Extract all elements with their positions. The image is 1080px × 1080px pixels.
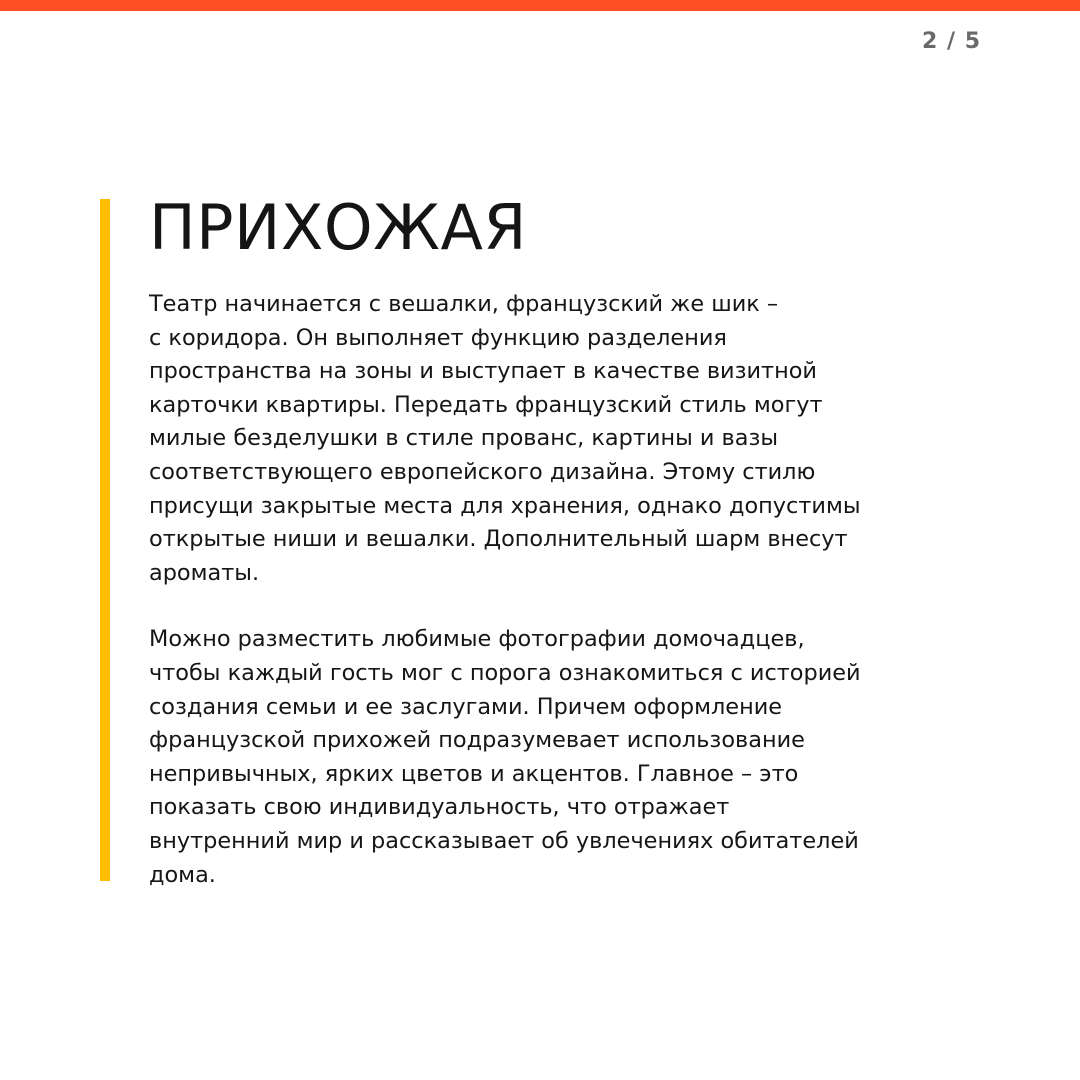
paragraph-line: внутренний мир и рассказывает об увлечениях обитателей [149,827,859,854]
paragraph-1 [149,288,1029,590]
top-accent-bar [0,0,1080,11]
paragraph-line: чтобы каждый гость мог с порога ознакомиться с историей [149,659,861,686]
paragraph-line: дома. [149,861,216,888]
paragraph-line: непривычных, ярких цветов и акцентов. Главное – это [149,760,799,787]
paragraph-line: французской прихожей подразумевает использование [149,727,805,754]
vertical-accent-bar [100,199,110,881]
paragraph-line: присущи закрытые места для хранения, однако допустимы [149,492,861,519]
paragraph-line: Театр начинается с вешалки, французский же шик – [149,291,779,317]
paragraph-line: пространства на зоны и выступает в качестве визитной [149,358,817,385]
paragraph-2 [149,623,1029,892]
paragraph-line: с коридора. Он выполняет функцию разделения [149,324,727,351]
page-counter: 2 / 5 [922,29,981,54]
paragraph-line: открытые ниши и вешалки. Дополнительный шарм внесут [149,526,848,553]
page-title: ПРИХОЖАЯ [149,191,527,264]
paragraph-line: создания семьи и ее заслугами. Причем оформление [149,693,783,720]
paragraph-line: показать свою индивидуальность, что отражает [149,794,730,821]
paragraph-line: Можно разместить любимые фотографии домочадцев, [149,626,805,653]
paragraph-line: ароматы. [149,559,260,586]
paragraph-line: карточки квартиры. Передать французский стиль могут [149,391,823,418]
content-block [149,190,1029,892]
paragraph-line: милые безделушки в стиле прованс, картины и вазы [149,425,779,452]
paragraph-line: соответствующего европейского дизайна. Этому стилю [149,458,816,485]
